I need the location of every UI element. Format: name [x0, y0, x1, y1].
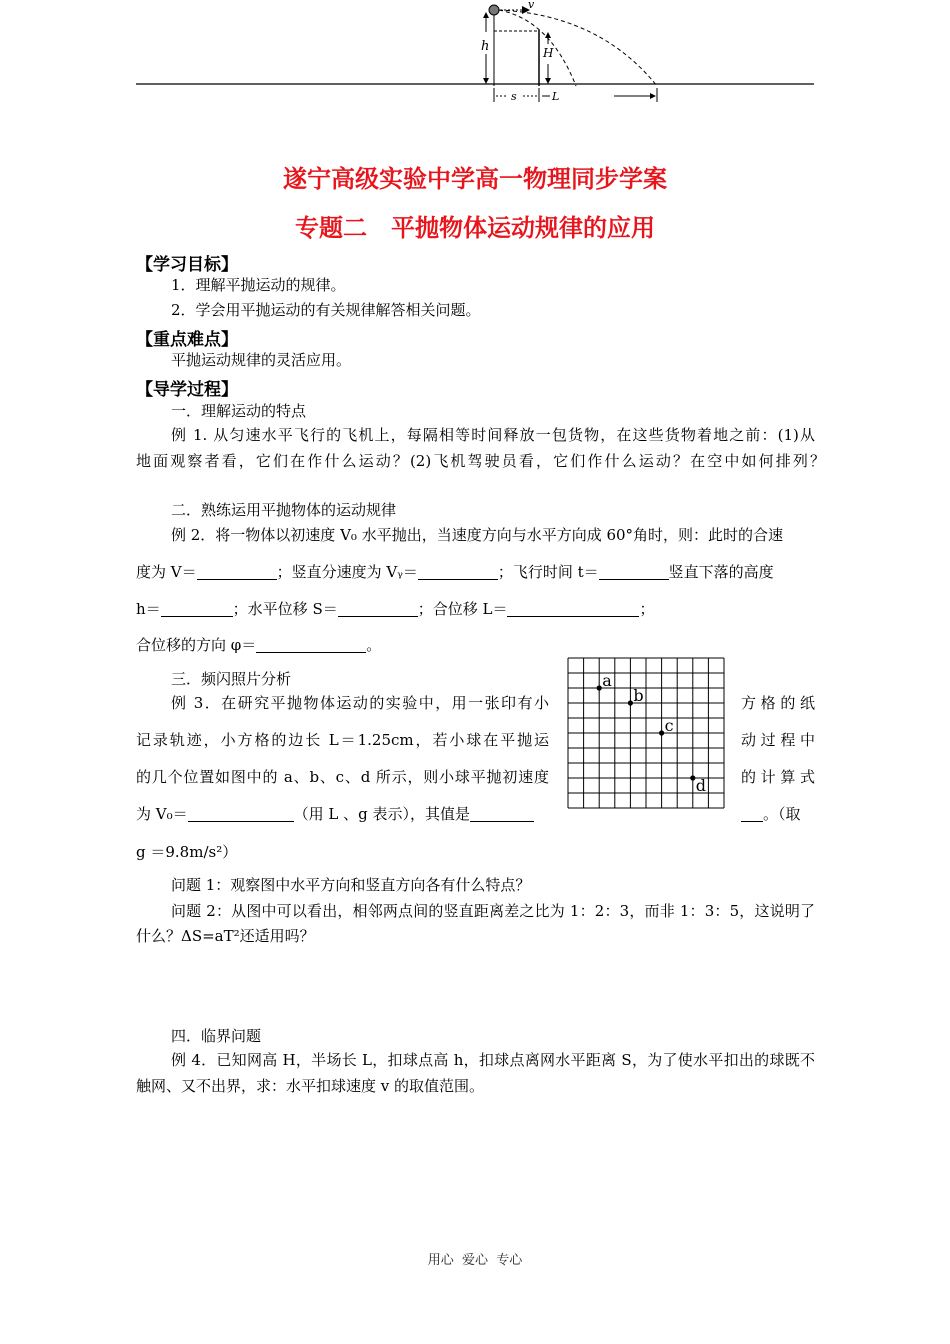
- page-title: 遂宁高级实验中学高一物理同步学案: [283, 165, 667, 193]
- example4-line2: 触网、又不出界，求：水平扣球速度 v 的取值范围。: [136, 1077, 485, 1095]
- key-points-text: 平抛运动规律的灵活应用。: [171, 351, 352, 369]
- objective-item-1: 1．理解平抛运动的规律。: [171, 276, 346, 294]
- grid-point-d: [690, 775, 695, 780]
- strobe-grid-figure: [566, 656, 726, 810]
- example2-line2: [136, 562, 774, 582]
- question-1: 问题 1：观察图中水平方向和竖直方向各有什么特点？: [171, 876, 531, 894]
- example2-line3: [136, 599, 654, 619]
- blank-total-displacement[interactable]: [507, 600, 639, 617]
- text-height: h＝: [136, 600, 161, 618]
- blank-initial-velocity-formula[interactable]: [188, 805, 294, 822]
- figure-label-s: s: [511, 90, 517, 103]
- text-take: 。（取: [763, 805, 801, 823]
- key-points-heading: 【重点难点】: [136, 330, 238, 350]
- grid-point-a: [597, 685, 602, 690]
- grid-point-label-c: c: [664, 716, 674, 735]
- blank-initial-velocity-value[interactable]: [470, 805, 534, 822]
- part1-heading: 一．理解运动的特点: [171, 402, 307, 420]
- example3-row3-left: 的几个位置如图中的 a、b、c、d 所示，则小球平抛初速度: [136, 768, 549, 786]
- text-fall-height: 竖直下落的高度: [668, 563, 774, 581]
- text-velocity: 度为 V＝: [136, 563, 197, 581]
- blank-horizontal-displacement[interactable]: [338, 600, 418, 617]
- text-vertical-velocity: ；竖直分速度为 Vᵧ＝: [276, 563, 418, 581]
- grid-point-label-a: a: [602, 671, 612, 690]
- example3-row4-left: [136, 804, 534, 824]
- example1-line1: 例 1. 从匀速水平飞行的飞机上，每隔相等时间释放一包货物，在这些货物着地之前：(1)从: [171, 426, 815, 444]
- text-displacement-direction: 合位移的方向 φ＝: [136, 636, 257, 654]
- objective-item-2: 2．学会用平抛运动的有关规律解答相关问题。: [171, 301, 481, 319]
- figure-label-L: L: [552, 90, 560, 103]
- page-subtitle: 专题二 平抛物体运动规律的应用: [295, 214, 655, 242]
- example3-row2-right: 动过程中: [741, 731, 815, 749]
- example3-row1-left: 例 3．在研究平抛物体运动的实验中，用一张印有小: [171, 694, 549, 712]
- example3-row5: g ＝9.8m/s²）: [136, 843, 238, 861]
- text-semicolon: ；: [639, 600, 655, 618]
- blank-velocity[interactable]: [197, 563, 277, 580]
- figure-label-h: h: [481, 39, 490, 54]
- example3-row4-right: [741, 804, 801, 824]
- example2-line1: 例 2．将一物体以初速度 V₀ 水平抛出，当速度方向与水平方向成 60°角时，则：此时的合速: [171, 526, 784, 544]
- figure-label-v: v: [528, 0, 535, 11]
- blank-vertical-velocity[interactable]: [418, 563, 498, 580]
- text-flight-time: ；飞行时间 t＝: [497, 563, 599, 581]
- example3-row1-right: 方格的纸: [741, 694, 815, 712]
- text-initial-velocity: 为 V₀＝: [136, 805, 188, 823]
- page-footer: 用心 爱心 专心: [427, 1253, 523, 1268]
- example1-line2: 地面观察者看，它们在作什么运动？(2)飞机驾驶员看，它们作什么运动？在空中如何排列？: [136, 452, 825, 470]
- blank-value-end[interactable]: [741, 805, 763, 822]
- grid-point-label-d: d: [695, 776, 707, 795]
- blank-displacement-direction[interactable]: [256, 636, 366, 653]
- grid-point-label-b: b: [633, 686, 644, 705]
- part4-heading: 四．临界问题: [171, 1027, 262, 1045]
- grid-point-b: [628, 700, 633, 705]
- text-period: 。: [366, 636, 382, 654]
- question-2-line2: 什么？ΔS=aT²还适用吗？: [136, 927, 315, 945]
- part3-heading: 三．频闪照片分析: [171, 670, 292, 688]
- text-horizontal-displacement: ；水平位移 S＝: [232, 600, 338, 618]
- text-value: （用 L 、g 表示），其值是: [293, 805, 470, 823]
- text-total-displacement: ；合位移 L＝: [417, 600, 508, 618]
- objectives-heading: 【学习目标】: [136, 255, 238, 275]
- question-2-line1: 问题 2：从图中可以看出，相邻两点间的竖直距离差之比为 1：2：3，而非 1：3：5，这说明了: [171, 902, 815, 920]
- process-heading: 【导学过程】: [136, 380, 238, 400]
- example2-line4: [136, 635, 381, 655]
- figure-label-H: H: [543, 46, 554, 60]
- example4-line1: 例 4．已知网高 H，半场长 L，扣球点高 h，扣球点离网水平距离 S，为了使水平扣出的球既不: [171, 1051, 815, 1069]
- example3-row2-left: 记录轨迹，小方格的边长 L＝1.25cm，若小球在平抛运: [136, 731, 549, 749]
- blank-flight-time[interactable]: [599, 563, 669, 580]
- part2-heading: 二．熟练运用平抛物体的运动规律: [171, 501, 397, 519]
- example3-row3-right: 的计算式: [741, 768, 815, 786]
- volleyball-trajectory-figure: [130, 0, 820, 105]
- blank-height[interactable]: [161, 600, 233, 617]
- grid-point-c: [659, 730, 664, 735]
